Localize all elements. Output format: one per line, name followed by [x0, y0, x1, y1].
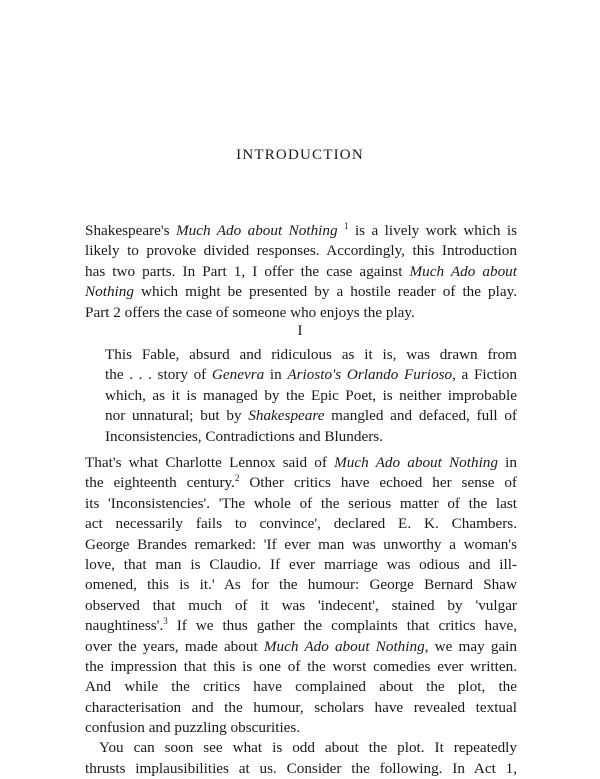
text-run: in	[497, 454, 517, 471]
intro-paragraph	[85, 221, 517, 323]
text-line	[85, 494, 517, 514]
footnote-marker[interactable]: 3	[163, 616, 168, 627]
text-line	[85, 677, 517, 697]
text-run: likely to provoke divided responses. Accordingly, this Introduction	[85, 242, 517, 260]
text-run: And while the critics have complained about the plot, the	[85, 678, 517, 696]
text-run: omened, this is it.' As for the humour: George Bernard Shaw	[85, 576, 517, 594]
text-run: Other critics have echoed her sense of	[239, 474, 517, 492]
italic-title: Ariosto's Orlando Furioso	[287, 366, 453, 384]
text-run: nor unnatural; but by	[105, 407, 249, 425]
text-run: love, that man is Claudio. If ever marriage was odious and ill-	[85, 555, 517, 573]
text-run: which, as it is managed by the Epic Poet, is neither improbable	[105, 386, 517, 404]
text-run: confusion and puzzling obscurities.	[85, 719, 301, 737]
text-line	[85, 535, 517, 555]
text-run: its 'Inconsistencies'. 'The whole of the serious matter of the last	[85, 494, 517, 512]
text-run: George Brandes remarked: 'If ever man was unworthy a woman's	[85, 535, 517, 553]
text-run: the impression that this is one of the worst comedies ever written.	[85, 657, 517, 675]
text-line	[85, 555, 517, 575]
text-line	[85, 596, 517, 616]
text-line	[85, 221, 517, 241]
text-run: mangled and defaced, full of	[324, 407, 517, 425]
text-run: That's what Charlotte Lennox said of	[85, 454, 335, 471]
text-run: Part 2 offers the case of someone who enjoys the play.	[85, 303, 415, 321]
text-run: If we thus gather the complaints that critics have,	[167, 617, 517, 635]
text-line	[85, 616, 517, 636]
text-run: over the years, made about	[85, 637, 264, 655]
text-line	[85, 718, 517, 738]
text-line	[105, 427, 517, 447]
text-line	[85, 262, 517, 282]
italic-title: Shakespeare	[248, 407, 325, 425]
body-paragraphs	[85, 453, 517, 779]
text-line	[105, 345, 517, 365]
text-run: characterisation and the humour, scholars have revealed textual	[85, 698, 517, 716]
text-line	[85, 453, 517, 473]
text-line	[105, 406, 517, 426]
text-line	[85, 759, 517, 779]
text-line	[85, 698, 517, 718]
text-line	[105, 386, 517, 406]
footnote-marker[interactable]: 2	[234, 473, 240, 484]
text-run: naughtiness'.	[85, 617, 164, 635]
italic-title: Nothing	[85, 283, 134, 301]
text-run: observed that much of it was 'indecent', stained by 'vulgar	[85, 596, 517, 614]
text-run: , we may gain	[424, 637, 517, 655]
text-line	[85, 657, 517, 677]
italic-title: Much Ado about Nothing	[334, 454, 498, 471]
italic-title: Much Ado about Nothing	[263, 637, 425, 655]
italic-title: Much Ado about	[409, 262, 517, 280]
text-run: Inconsistencies, Contradictions and Blunders.	[105, 427, 383, 445]
text-run: the . . . story of	[105, 366, 212, 384]
text-run: is a lively work which is	[348, 222, 517, 239]
italic-title: Genevra	[211, 366, 265, 384]
text-line	[85, 514, 517, 534]
text-line	[85, 241, 517, 261]
text-run: in	[264, 366, 288, 384]
section-numeral: I	[297, 323, 303, 339]
page-title: INTRODUCTION	[236, 147, 364, 163]
text-line	[85, 575, 517, 595]
text-run: , a Fiction	[452, 366, 517, 384]
text-run: This Fable, absurd and ridiculous as it is, was drawn from	[105, 346, 517, 363]
text-line	[85, 637, 517, 657]
footnote-marker[interactable]: 1	[344, 221, 349, 231]
text-line	[105, 365, 517, 385]
block-quotation	[105, 345, 517, 447]
text-run: which might be presented by a hostile reader of the play.	[133, 283, 517, 301]
text-line	[85, 303, 517, 323]
text-run: the eighteenth century.	[85, 474, 235, 492]
text-run: thrusts implausibilities at us. Consider the following. In Act 1,	[85, 759, 517, 777]
text-run: You can soon see what is odd about the plot. It repeatedly	[99, 739, 517, 757]
text-line	[85, 738, 517, 758]
italic-title: Much Ado about Nothing	[175, 222, 338, 239]
text-run: has two parts. In Part 1, I offer the case against	[85, 262, 410, 280]
text-line	[85, 473, 517, 493]
text-line	[85, 282, 517, 302]
text-run: act necessarily fails to convince', declared E. K. Chambers.	[85, 515, 517, 533]
text-run: Shakespeare's	[85, 222, 176, 239]
